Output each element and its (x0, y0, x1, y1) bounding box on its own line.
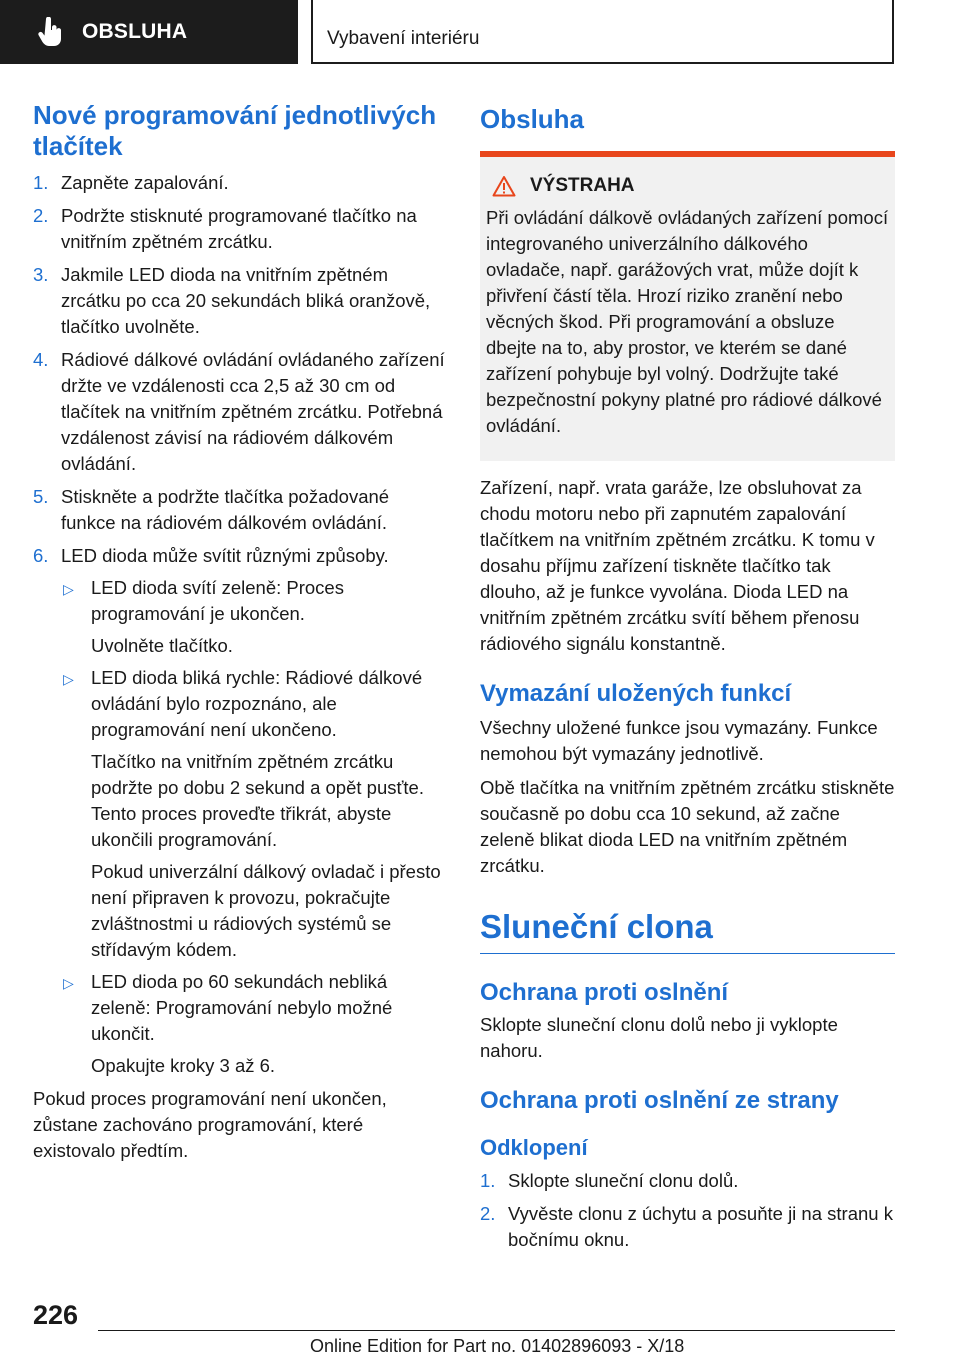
warning-triangle-icon (492, 175, 516, 197)
warning-text: Při ovládání dálkově ovládaných zařízení pomocí integrovaného univerzálního dálkového ovladače, např. garážových vrat, může dojít k přivření částí těla. Hrozí riziko zranění nebo věcných škod. Při programování a obsluze dbejte na to, aby prostor, ve kterém se dané zařízení pohybuje byl volný. Dodržujte také bezpečnostní pokyny platné pro rádiové dálkové ovládání. (486, 207, 889, 436)
list-item: 1. Zapněte zapalování. (33, 172, 229, 193)
delete-paragraph-1: Všechny uložené funkce jsou vymazány. Funkce nemohou být vymazány jednotlivě. (480, 717, 878, 764)
delete-heading: Vymazání uložených funkcí (480, 680, 792, 707)
fold-heading: Odklopení (480, 1135, 588, 1160)
triangle-bullet-icon: ▷ (63, 671, 74, 687)
led-states-list (61, 575, 448, 1079)
warning-title: VÝSTRAHA (530, 175, 635, 196)
page-number: 226 (33, 1300, 79, 1330)
list-item: 2. Podržte stisknuté programované tlačítko na vnitřním zpětném zrcátku. (33, 205, 417, 252)
triangle-bullet-icon: ▷ (63, 581, 74, 597)
closing-paragraph: Pokud proces programování není ukončen, zůstane zachováno programování, které existovalo předtím. (33, 1088, 387, 1161)
delete-paragraph-2: Obě tlačítka na vnitřním zpětném zrcátku stiskněte současně po dobu cca 10 sekund, až začne zeleně blikat dioda LED na vnitřním zpětném zrcátku. (480, 777, 895, 876)
fold-steps (480, 1168, 895, 1253)
chapter-label: Vybavení interiéru (327, 28, 480, 49)
programming-steps (33, 170, 448, 1079)
list-item: ▷ LED dioda bliká rychle: Rádiové dálkové ovládání bylo rozpoznáno, ale programování není ukončeno. Tlačítko na vnitřním zpětném zrcátku podržte po dobu 2 sekund a opět pusťte. Tento proces proveďte třikrát, abyste ukončili programování. Pokud univerzální dálkový ovladač i přesto není připraven k provozu, pokračujte zvláštnostmi u rádiových systémů se střídavým kódem. (63, 667, 441, 960)
list-item: ▷ LED dioda svítí zeleně: Proces programování je ukončen. Uvolněte tlačítko. (63, 577, 344, 656)
list-item: 1. Sklopte sluneční clonu dolů. (480, 1170, 739, 1191)
triangle-bullet-icon: ▷ (63, 975, 74, 991)
list-item: 6. LED dioda může svítit různými způsoby. ▷ LED dioda svítí zeleně: Proces programování je ukončen. Uvolněte tlačítko. ▷ LED dioda bliká rychle: Rádiové dálkové ovládání bylo rozpoznáno, ale programování není ukončeno. Tlačítko na vnitřním zpětném zrcátku podržte po dobu 2 sekund a opět pusťte. Tento proces proveďte třikrát, abyste ukončili programování. Pokud univerzální dálkový ovladač i přesto není připraven k provozu, pokračujte zvláštnostmi u rádiových systémů se střídavým kódem. ▷ LED dioda po 60 sekundách nebliká zeleně: Programování nebylo možné ukončit. Opakujte kroky 3 až 6. (33, 543, 448, 1079)
glare-paragraph: Sklopte sluneční clonu dolů nebo ji vyklopte nahoru. (480, 1014, 838, 1061)
chapter-tab (311, 0, 894, 64)
list-item: 4. Rádiové dálkové ovládání ovládaného zařízení držte ve vzdálenosti cca 2,5 až 30 cm od tlačítek na vnitřním zpětném zrcátku. Potřebná vzdálenost závisí na rádiovém dálkovém ovládání. (33, 349, 445, 474)
side-glare-heading: Ochrana proti oslnění ze strany (480, 1087, 839, 1114)
sun-visor-heading: Sluneční clona (480, 908, 713, 945)
list-item: 5. Stiskněte a podržte tlačítka požadované funkce na rádiovém dálkovém ovládání. (33, 486, 390, 533)
section-tab (0, 0, 298, 64)
obsluha-heading: Obsluha (480, 104, 585, 134)
obsluha-paragraph: Zařízení, např. vrata garáže, lze obsluhovat za chodu motoru nebo při zapnutém zapalování tlačítkem na vnitřním zpětném zrcátku. K tomu v dosahu příjmu zařízení tiskněte tlačítko tak dlouho, až je funkce vyvolána. Dioda LED na vnitřním zpětném zrcátku svítí během přenosu rádiového signálu konstantně. (480, 477, 875, 654)
warning-box (480, 151, 895, 461)
programming-heading: Nové programování jednotlivých tlačítek (33, 100, 437, 161)
hand-pointer-icon (38, 17, 68, 47)
section-label: OBSLUHA (82, 20, 188, 43)
right-column (480, 100, 895, 1260)
list-item: ▷ LED dioda po 60 sekundách nebliká zeleně: Programování nebylo možné ukončit. Opakujte kroky 3 až 6. (63, 971, 393, 1076)
footer-rule (98, 1330, 895, 1331)
edition-note: Online Edition for Part no. 01402896093 - X/18 (310, 1336, 685, 1356)
glare-heading: Ochrana proti oslnění (480, 979, 729, 1006)
heading-rule (480, 953, 895, 954)
list-item: 2. Vyvěste clonu z úchytu a posuňte ji na stranu k bočnímu oknu. (480, 1203, 893, 1250)
left-column (33, 100, 448, 1164)
list-item: 3. Jakmile LED dioda na vnitřním zpětném zrcátku po cca 20 sekundách bliká oranžově, tlačítko uvolněte. (33, 264, 431, 337)
